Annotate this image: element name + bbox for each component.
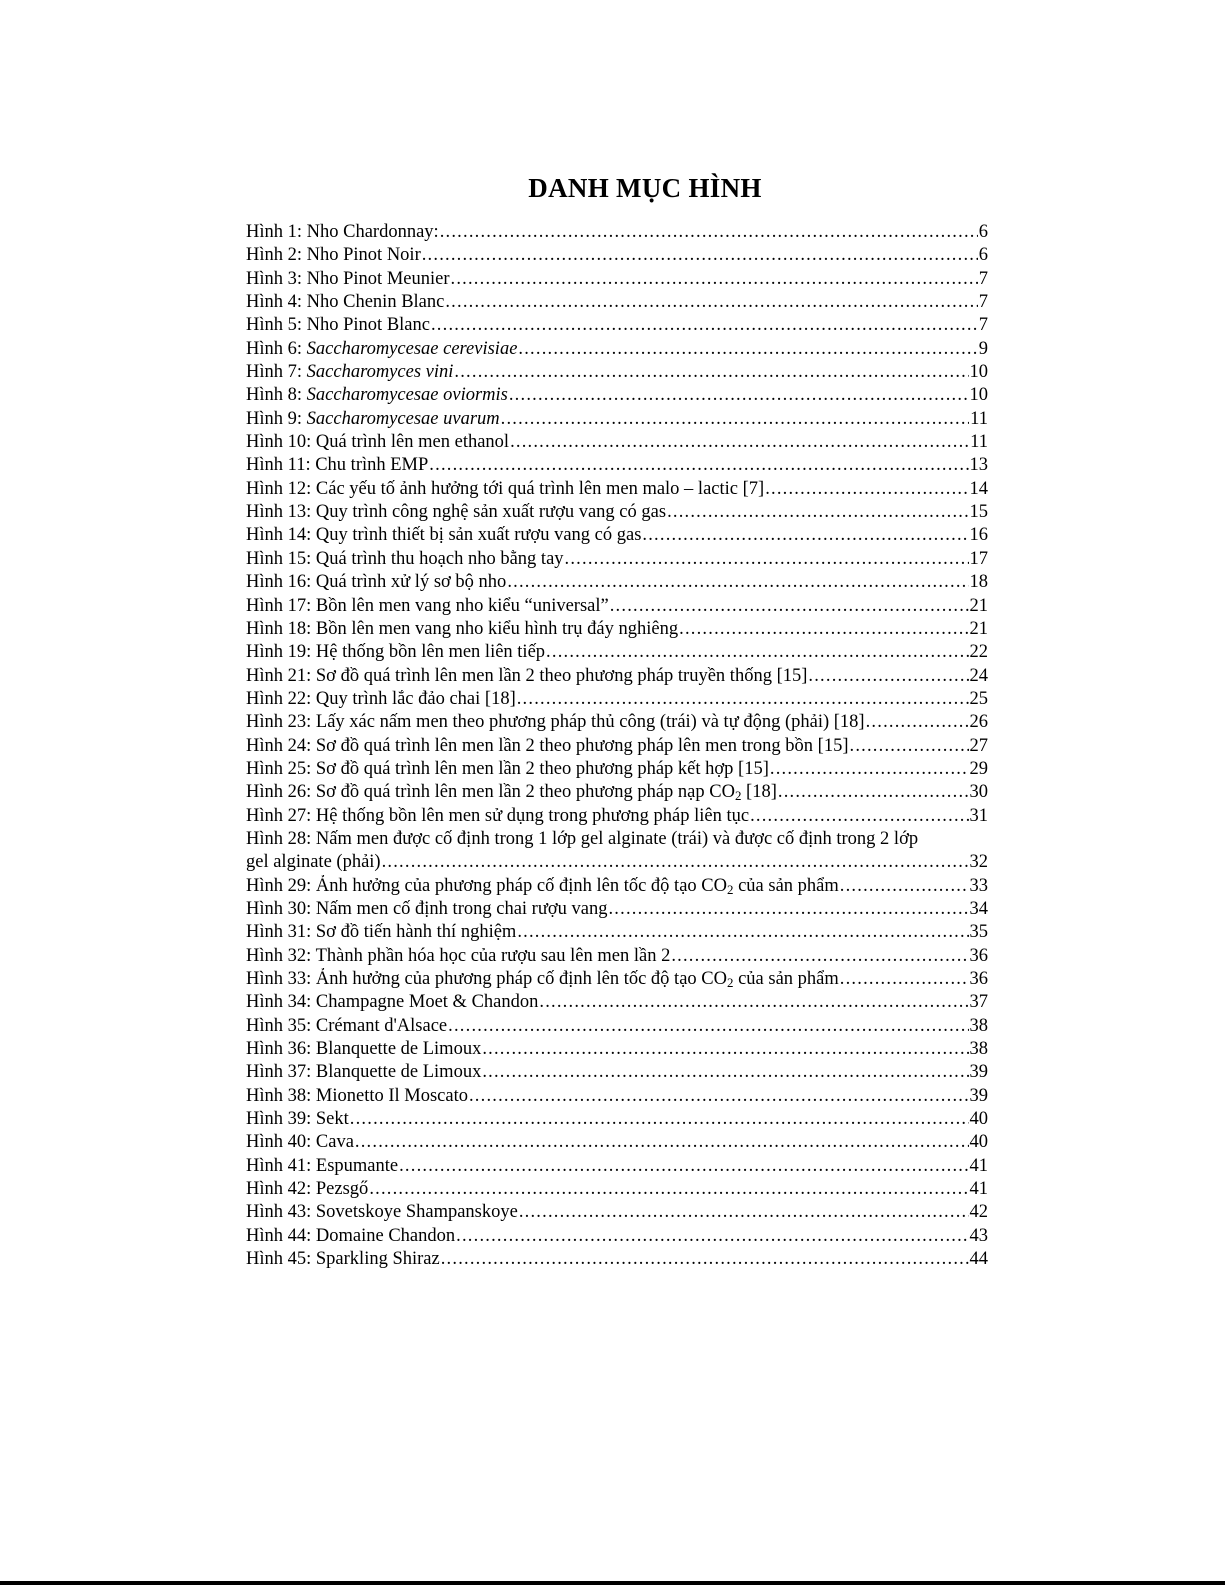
toc-entry-prefix: Hình 32: <box>246 945 316 966</box>
toc-entry[interactable] <box>246 478 988 501</box>
dot-leader <box>608 898 968 921</box>
toc-entry-title <box>246 1248 440 1271</box>
toc-entry-text: Ảnh hưởng của phương pháp cố định lên tốc độ tạo CO <box>315 969 727 989</box>
toc-entry-subscript: 2 <box>726 881 734 897</box>
toc-entry-page-number: 36 <box>969 969 988 989</box>
toc-entry-prefix: Hình 31: <box>246 922 316 943</box>
toc-entry-text: Quá trình lên men ethanol <box>315 432 510 453</box>
toc-entry-page-number: 41 <box>969 1179 988 1200</box>
dot-leader <box>840 875 969 898</box>
toc-entry-title <box>246 1201 518 1224</box>
toc-entry-text: Sekt <box>315 1109 349 1130</box>
toc-entry-title <box>246 478 764 501</box>
toc-entry-text: Saccharomycesae uvarum <box>306 408 500 429</box>
toc-entry-line <box>246 828 988 851</box>
toc-entry-title <box>246 665 807 688</box>
toc-entry-title <box>246 688 516 711</box>
toc-entry-title <box>246 991 538 1014</box>
toc-entry-page-number: 39 <box>969 1062 988 1083</box>
toc-entry-prefix: Hình 24: <box>246 735 316 756</box>
toc-entry-text: Espumante <box>315 1155 399 1176</box>
dot-leader <box>840 968 969 991</box>
toc-entry-title <box>246 1108 349 1131</box>
dot-leader <box>510 431 969 454</box>
dot-leader <box>399 1155 968 1178</box>
dot-leader <box>671 945 968 968</box>
toc-entry-prefix: Hình 40: <box>246 1132 316 1153</box>
toc-entry-page-number: 15 <box>969 502 988 523</box>
dot-leader <box>770 758 969 781</box>
toc-entry[interactable] <box>246 1015 988 1038</box>
dot-leader <box>546 641 968 664</box>
toc-entry-text: Sơ đồ quá trình lên men lần 2 theo phương pháp truyền thống [15] <box>315 665 808 686</box>
toc-entry-page-number: 37 <box>969 992 988 1013</box>
toc-entry-title <box>246 501 666 524</box>
toc-entry-page-number: 38 <box>969 1015 988 1036</box>
toc-entry-page-number: 24 <box>969 665 988 686</box>
toc-entry-title <box>246 595 609 618</box>
toc-entry-text: Nấm men được cố định trong 1 lớp gel alginate (trái) và được cố định trong 2 lớp <box>315 828 919 849</box>
dot-leader <box>517 921 968 944</box>
toc-entry[interactable] <box>246 338 988 361</box>
toc-entry[interactable] <box>246 781 988 804</box>
dot-leader <box>518 338 977 361</box>
toc-entry[interactable] <box>246 618 988 641</box>
dot-leader <box>422 244 978 267</box>
toc-entry-prefix: Hình 21: <box>246 665 316 686</box>
toc-entry-title <box>246 548 564 571</box>
toc-entry-page-number: 17 <box>969 548 988 569</box>
toc-entry-prefix: Hình 44: <box>246 1225 316 1246</box>
toc-entry-page-number: 42 <box>969 1202 988 1223</box>
toc-entry-text: Bồn lên men vang nho kiểu “universal” <box>315 595 609 616</box>
toc-entry-prefix: Hình 29: <box>246 875 316 896</box>
toc-entry-prefix: Hình 41: <box>246 1155 316 1176</box>
dot-leader <box>539 991 968 1014</box>
toc-entry-title <box>246 875 839 898</box>
toc-entry-title <box>246 244 421 267</box>
toc-entry-page-number: 6 <box>978 245 988 266</box>
toc-entry-text: Blanquette de Limoux <box>315 1062 482 1083</box>
dot-leader <box>565 548 969 571</box>
dot-leader <box>667 501 968 524</box>
toc-entry-page-number: 9 <box>978 338 988 359</box>
toc-entry[interactable] <box>246 1108 988 1131</box>
toc-entry-subscript: 2 <box>726 975 734 991</box>
toc-entry-title <box>246 338 517 361</box>
toc-entry-page-number: 30 <box>969 782 988 803</box>
toc-entry-text: Nho Pinot Blanc <box>306 315 430 336</box>
toc-entry-text: Mionetto Il Moscato <box>315 1085 468 1106</box>
dot-leader <box>441 1248 969 1271</box>
toc-entry-text: Hệ thống bồn lên men liên tiếp <box>315 642 546 663</box>
toc-entry-text: Nho Pinot Meunier <box>306 268 450 289</box>
page-title: DANH MỤC HÌNH <box>528 173 762 203</box>
dot-leader <box>850 735 969 758</box>
toc-entry[interactable] <box>246 244 988 267</box>
toc-entry[interactable] <box>246 524 988 547</box>
toc-entry[interactable] <box>246 828 988 875</box>
toc-entry-title <box>246 641 545 664</box>
dot-leader <box>507 571 968 594</box>
toc-entry-text: Các yếu tố ảnh hưởng tới quá trình lên men malo – lactic [7] <box>315 478 765 499</box>
toc-entry[interactable] <box>246 1061 988 1084</box>
toc-entry-title <box>246 384 508 407</box>
toc-entry-prefix: Hình 42: <box>246 1179 316 1200</box>
toc-entry-title <box>246 431 509 454</box>
toc-entry-prefix: Hình 1: <box>246 222 307 242</box>
toc-entry-prefix: Hình 9: <box>246 408 307 429</box>
dot-leader <box>440 221 978 244</box>
toc-entry-page-number: 32 <box>969 852 988 873</box>
toc-entry[interactable] <box>246 1085 988 1108</box>
dot-leader <box>808 665 968 688</box>
toc-entry-prefix: Hình 5: <box>246 315 307 336</box>
toc-entry-text: Nấm men cố định trong chai rượu vang <box>315 898 608 919</box>
toc-entry-title <box>246 921 516 944</box>
toc-entry-prefix: Hình 33: <box>246 969 316 989</box>
toc-entry-page-number: 13 <box>969 455 988 476</box>
toc-entry[interactable] <box>246 408 988 431</box>
toc-entry-text: Sovetskoye Shampanskoye <box>315 1202 518 1223</box>
toc-entry-text: Champagne Moet & Chandon <box>315 992 539 1013</box>
toc-entry-title <box>246 314 430 337</box>
toc-entry-text: Lấy xác nấm men theo phương pháp thủ công (trái) và tự động (phải) [18] <box>315 712 865 733</box>
toc-entry[interactable] <box>246 1038 988 1061</box>
toc-entry-title <box>246 1131 354 1154</box>
toc-entry[interactable] <box>246 665 988 688</box>
toc-entry-prefix: Hình 14: <box>246 525 316 546</box>
dot-leader <box>469 1085 969 1108</box>
toc-entry-prefix: Hình 15: <box>246 548 316 569</box>
toc-entry-prefix: Hình 34: <box>246 992 316 1013</box>
toc-entry-text: Pezsgő <box>315 1179 369 1200</box>
toc-entry-text: Sơ đồ quá trình lên men lần 2 theo phương pháp kết hợp [15] <box>315 758 769 779</box>
toc-entry-text: Ảnh hưởng của phương pháp cố định lên tốc độ tạo CO <box>315 875 727 896</box>
toc-entry-text-continued: gel alginate (phải) <box>246 852 381 873</box>
toc-entry[interactable] <box>246 501 988 524</box>
dot-leader <box>610 595 969 618</box>
toc-entry-prefix: Hình 11: <box>246 455 316 476</box>
toc-entry-text: Nho Chenin Blanc <box>306 292 445 313</box>
toc-entry[interactable] <box>246 361 988 384</box>
toc-entry-page-number: 11 <box>970 432 988 453</box>
bottom-rule <box>0 1581 1225 1585</box>
toc-entry-text: Bồn lên men vang nho kiểu hình trụ đáy nghiêng <box>315 618 679 639</box>
toc-entry-prefix: Hình 3: <box>246 268 307 289</box>
toc-entry-page-number: 36 <box>969 945 988 966</box>
toc-entry-page-number: 35 <box>969 922 988 943</box>
toc-entry-prefix: Hình 43: <box>246 1202 316 1223</box>
toc-entry[interactable] <box>246 735 988 758</box>
toc-entry-page-number: 25 <box>969 688 988 709</box>
toc-entry[interactable] <box>246 968 988 991</box>
toc-entry-prefix: Hình 16: <box>246 572 316 593</box>
toc-entry[interactable] <box>246 221 988 244</box>
toc-entry-text: Sparkling Shiraz <box>315 1249 440 1270</box>
toc-entry[interactable] <box>246 1155 988 1178</box>
toc-entry-text: Blanquette de Limoux <box>315 1039 482 1060</box>
toc-entry-page-number: 7 <box>978 315 988 336</box>
dot-leader <box>866 711 969 734</box>
dot-leader <box>501 408 970 431</box>
toc-entry-prefix: Hình 4: <box>246 292 307 313</box>
toc-entry-page-number: 21 <box>969 618 988 639</box>
toc-entry[interactable] <box>246 805 988 828</box>
toc-entry-prefix: Hình 10: <box>246 432 316 453</box>
toc-entry-page-number: 44 <box>969 1249 988 1270</box>
toc-entry-text: Sơ đồ quá trình lên men lần 2 theo phương pháp lên men trong bồn [15] <box>315 735 849 756</box>
dot-leader <box>765 478 968 501</box>
toc-entry-prefix: Hình 26: <box>246 782 316 803</box>
toc-entry-page-number: 14 <box>969 478 988 499</box>
dot-leader <box>517 688 969 711</box>
toc-entry-title <box>246 898 607 921</box>
toc-entry-title <box>246 1015 447 1038</box>
toc-entry-text: Nho Pinot Noir <box>306 245 421 266</box>
toc-entry-page-number: 34 <box>969 898 988 919</box>
toc-entry-prefix: Hình 19: <box>246 642 316 663</box>
toc-entry-title <box>246 711 865 734</box>
toc-entry-text: Cava <box>315 1132 354 1153</box>
toc-entry-text: Thành phần hóa học của rượu sau lên men lần 2 <box>315 945 671 966</box>
toc-entry-page-number: 16 <box>969 525 988 546</box>
toc-entry-title <box>246 828 918 851</box>
dot-leader <box>350 1108 969 1131</box>
toc-entry[interactable] <box>246 571 988 594</box>
dot-leader <box>445 291 977 314</box>
dot-leader <box>451 268 978 291</box>
toc-entry-title <box>246 1038 481 1061</box>
toc-entry-title <box>246 618 678 641</box>
toc-entry-title <box>246 1085 468 1108</box>
toc-entry-text: Quy trình lắc đảo chai [18] <box>315 688 516 709</box>
toc-entry[interactable] <box>246 268 988 291</box>
toc-entry-text: Hệ thống bồn lên men sử dụng trong phương pháp liên tục <box>315 805 750 826</box>
toc-entry-prefix: Hình 17: <box>246 595 316 616</box>
dot-leader <box>456 1225 968 1248</box>
toc-entry[interactable] <box>246 875 988 898</box>
toc-entry-title <box>246 735 849 758</box>
toc-entry[interactable] <box>246 898 988 921</box>
dot-leader <box>509 384 969 407</box>
toc-entry-prefix: Hình 12: <box>246 478 316 499</box>
toc-entry-title <box>246 805 749 828</box>
dot-leader <box>642 524 968 547</box>
toc-entry[interactable] <box>246 291 988 314</box>
toc-entry-text: Sơ đồ tiến hành thí nghiệm <box>315 922 517 943</box>
toc-entry[interactable] <box>246 595 988 618</box>
toc-entry[interactable] <box>246 314 988 337</box>
toc-entry-prefix: Hình 35: <box>246 1015 316 1036</box>
toc-entry[interactable] <box>246 991 988 1014</box>
toc-entry-page-number: 6 <box>978 222 988 242</box>
toc-entry-page-number: 10 <box>969 362 988 383</box>
toc-entry-page-number: 33 <box>969 875 988 896</box>
toc-entry-title <box>246 221 439 244</box>
toc-entry[interactable] <box>246 1131 988 1154</box>
dot-leader <box>679 618 968 641</box>
toc-entry-text-suffix: [18] <box>741 782 777 803</box>
dot-leader <box>431 314 978 337</box>
toc-entry-prefix: Hình 37: <box>246 1062 316 1083</box>
toc-entry-title <box>246 968 839 991</box>
toc-entry[interactable] <box>246 454 988 477</box>
toc-entry-prefix: Hình 38: <box>246 1085 316 1106</box>
toc-entry-page-number: 40 <box>969 1109 988 1130</box>
toc-entry-prefix: Hình 18: <box>246 618 316 639</box>
toc-entry-title <box>246 1225 455 1248</box>
dot-leader <box>519 1201 969 1224</box>
toc-entry-page-number: 22 <box>969 642 988 663</box>
toc-entry-prefix: Hình 28: <box>246 828 316 849</box>
toc-entry-prefix: Hình 25: <box>246 758 316 779</box>
toc-entry-page-number: 26 <box>969 712 988 733</box>
toc-entry-page-number: 27 <box>969 735 988 756</box>
toc-entry-title <box>246 945 670 968</box>
toc-entry[interactable] <box>246 1225 988 1248</box>
toc-entry-page-number: 39 <box>969 1085 988 1106</box>
toc-entry-page-number: 11 <box>970 408 988 429</box>
toc-entry[interactable] <box>246 384 988 407</box>
toc-entry-prefix: Hình 39: <box>246 1109 316 1130</box>
toc-entry[interactable] <box>246 1248 988 1271</box>
toc-entry-title <box>246 571 506 594</box>
toc-entry-prefix: Hình 27: <box>246 805 316 826</box>
toc-entry[interactable] <box>246 1178 988 1201</box>
toc-entry[interactable] <box>246 1201 988 1224</box>
dot-leader <box>382 851 969 874</box>
toc-entry-title <box>246 361 453 384</box>
toc-entry-text: Crémant d'Alsace <box>315 1015 448 1036</box>
toc-entry-prefix: Hình 2: <box>246 245 307 266</box>
toc-entry-title <box>246 781 777 804</box>
toc-entry-prefix: Hình 7: <box>246 362 307 383</box>
toc-entry[interactable] <box>246 945 988 968</box>
toc-entry[interactable] <box>246 641 988 664</box>
toc-entry-prefix: Hình 22: <box>246 688 316 709</box>
toc-entry-text: Sơ đồ quá trình lên men lần 2 theo phương pháp nạp CO <box>315 782 735 803</box>
toc-entry-text: Quá trình thu hoạch nho bằng tay <box>315 548 564 569</box>
toc-entry-title <box>246 1061 481 1084</box>
dot-leader <box>369 1178 968 1201</box>
toc-entry-page-number: 10 <box>969 385 988 406</box>
toc-entry-subscript: 2 <box>734 788 742 804</box>
dot-leader <box>355 1131 969 1154</box>
toc-entry-title <box>246 268 450 291</box>
toc-entry-prefix: Hình 30: <box>246 898 316 919</box>
toc-entry-text: Nho Chardonnay: <box>306 222 439 242</box>
dot-leader <box>448 1015 968 1038</box>
toc-entry-page-number: 7 <box>978 268 988 289</box>
toc-entry-prefix: Hình 23: <box>246 712 316 733</box>
toc-entry-title <box>246 524 641 547</box>
figure-list <box>246 221 988 1271</box>
toc-entry-page-number: 31 <box>969 805 988 826</box>
toc-entry-text: Saccharomycesae oviormis <box>306 385 508 406</box>
toc-entry-page-number: 7 <box>978 292 988 313</box>
toc-entry-page-number: 21 <box>969 595 988 616</box>
toc-entry-prefix: Hình 36: <box>246 1039 316 1060</box>
toc-entry-title <box>246 454 428 477</box>
toc-entry-title <box>246 408 500 431</box>
toc-entry-page-number: 40 <box>969 1132 988 1153</box>
toc-entry-page-number: 43 <box>969 1225 988 1246</box>
toc-entry[interactable] <box>246 688 988 711</box>
toc-entry-text: Saccharomycesae cerevisiae <box>306 338 518 359</box>
toc-entry[interactable] <box>246 921 988 944</box>
toc-entry-text: Quá trình xử lý sơ bộ nho <box>315 572 507 593</box>
toc-entry-page-number: 38 <box>969 1039 988 1060</box>
toc-entry-prefix: Hình 8: <box>246 385 307 406</box>
toc-entry-page-number: 29 <box>969 758 988 779</box>
toc-entry-text: Quy trình công nghệ sản xuất rượu vang có gas <box>315 502 667 523</box>
toc-entry-title <box>246 758 769 781</box>
toc-entry-text: Quy trình thiết bị sản xuất rượu vang có gas <box>315 525 642 546</box>
toc-entry[interactable] <box>246 758 988 781</box>
toc-entry-text: Chu trình EMP <box>315 455 429 476</box>
dot-leader <box>454 361 968 384</box>
dot-leader <box>750 805 968 828</box>
toc-entry-prefix: Hình 13: <box>246 502 316 523</box>
dot-leader <box>429 454 968 477</box>
toc-entry-title <box>246 1178 368 1201</box>
toc-entry-title <box>246 291 444 314</box>
dot-leader <box>778 781 969 804</box>
toc-entry-text: Saccharomyces vini <box>306 362 454 383</box>
toc-entry-text-suffix: của sản phẩm <box>733 875 839 896</box>
dot-leader <box>482 1061 968 1084</box>
toc-entry-text: Domaine Chandon <box>315 1225 456 1246</box>
toc-entry[interactable] <box>246 711 988 734</box>
toc-entry-prefix: Hình 6: <box>246 338 307 359</box>
toc-entry-line <box>246 851 988 874</box>
toc-entry-prefix: Hình 45: <box>246 1249 316 1270</box>
toc-entry[interactable] <box>246 431 988 454</box>
toc-entry[interactable] <box>246 548 988 571</box>
toc-entry-page-number: 41 <box>969 1155 988 1176</box>
toc-entry-page-number: 18 <box>969 572 988 593</box>
toc-entry-title <box>246 1155 398 1178</box>
dot-leader <box>482 1038 968 1061</box>
toc-entry-text-suffix: của sản phẩm <box>733 969 839 989</box>
